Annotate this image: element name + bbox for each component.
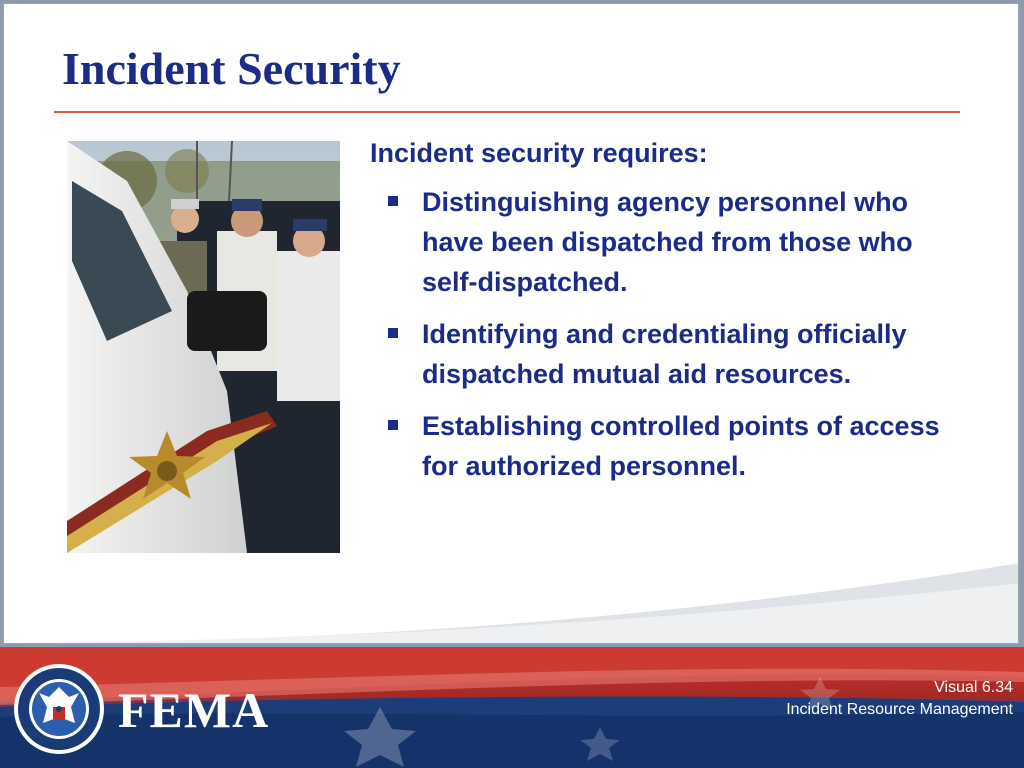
bullet-text: Establishing controlled points of access for authorized personnel.: [422, 411, 940, 481]
title-divider: [54, 111, 960, 113]
bullet-item: [370, 314, 970, 394]
square-bullet-icon: [388, 328, 398, 338]
course-title: Incident Resource Management: [786, 701, 1013, 718]
bullet-list: [370, 182, 970, 498]
slide-content: [3, 3, 1019, 644]
square-bullet-icon: [388, 420, 398, 430]
officers-at-vehicle-photo: [67, 141, 340, 553]
square-bullet-icon: [388, 196, 398, 206]
fema-logo-text: FEMA: [118, 682, 270, 738]
visual-number: Visual 6.34: [934, 679, 1013, 696]
bullet-text: Identifying and credentialing officially dispatched mutual aid resources.: [422, 319, 907, 389]
footer-banner: [0, 647, 1024, 768]
dhs-seal-logo: [13, 663, 105, 755]
bullet-item: [370, 406, 970, 486]
lead-text: Incident security requires:: [370, 138, 708, 168]
slide-reference: [786, 677, 1013, 721]
slide-title: Incident Security: [62, 43, 401, 94]
decorative-swoosh: [4, 563, 1019, 643]
bullet-text: Distinguishing agency personnel who have been dispatched from those who self-dispatched.: [422, 187, 913, 297]
bullet-item: [370, 182, 970, 302]
